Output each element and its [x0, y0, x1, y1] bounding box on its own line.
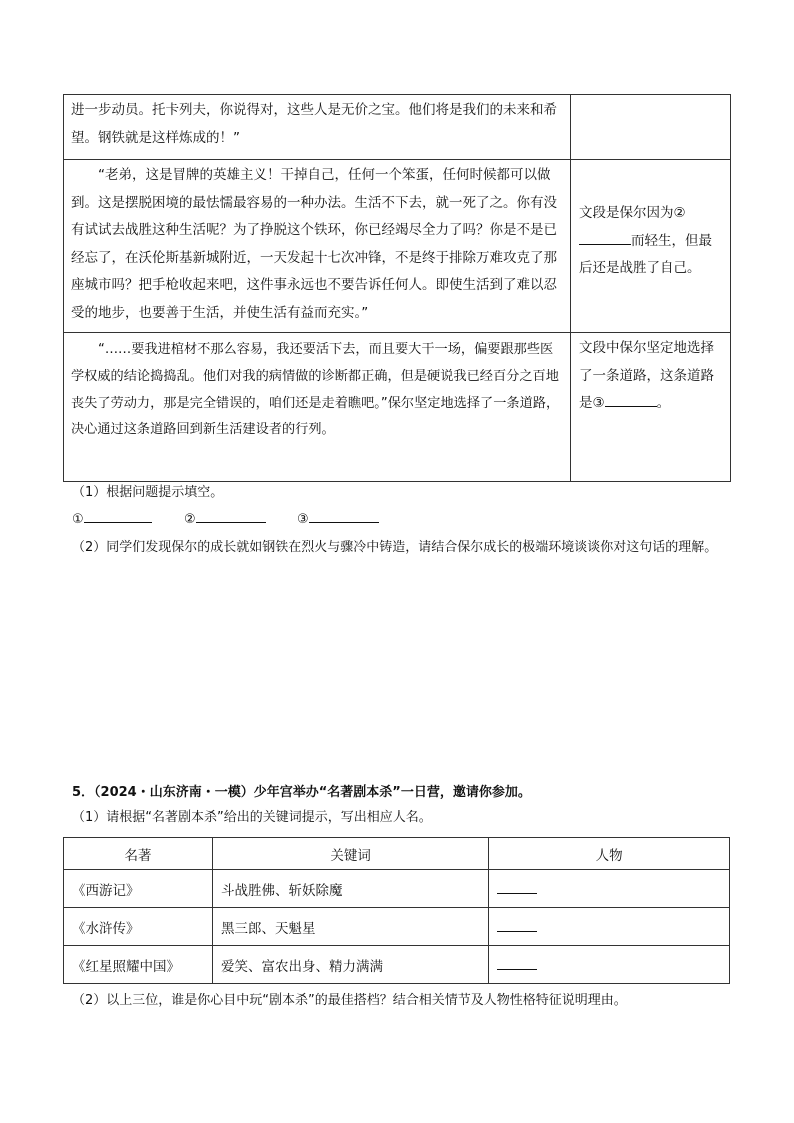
table-row	[64, 333, 731, 482]
answer-line[interactable]	[309, 510, 379, 523]
hint-cell	[571, 160, 731, 333]
hint-cell	[571, 333, 731, 482]
hint-cell	[571, 95, 731, 160]
fill-blank-1: ①	[72, 510, 152, 530]
answer-line[interactable]	[497, 959, 537, 970]
fill-blank-2: ②	[184, 510, 266, 530]
keywords-cell: 黑三郎、天魁星	[213, 908, 489, 946]
answer-line[interactable]	[196, 510, 266, 523]
character-answer-cell	[489, 870, 730, 908]
hint-before: 文段是保尔因为②	[579, 205, 686, 221]
passage-paragraph	[64, 160, 570, 327]
answer-line[interactable]	[497, 921, 537, 932]
hint-after: 。	[656, 395, 671, 411]
keywords-cell: 斗战胜佛、斩妖除魔	[213, 870, 489, 908]
passage-text: “……要我进棺材不那么容易，我还要活下去，而且要大干一场，偏要跟那些医学权威的结论捣捣乱。他们对我的病情做的诊断都正确，但是硬说我已经百分之百地丧失了劳动力，那是完全错误的，咱们还是走着瞧吧。”保尔坚定地选择了一条道路，决心通过这条道路回到新生活建设者的行列。	[71, 342, 560, 438]
table-row	[64, 160, 731, 333]
book-cell: 《红星照耀中国》	[64, 946, 213, 984]
passage-paragraph	[64, 333, 570, 444]
q5-part1: （1）请根据“名著剧本杀”给出的关键词提示，写出相应人名。	[72, 810, 432, 825]
q5-part2: （2）以上三位，谁是你心目中玩“剧本杀”的最佳搭档？结合相关情节及人物性格特征说明理由。	[72, 993, 627, 1008]
hint-text	[571, 160, 730, 283]
book-cell: 《西游记》	[64, 870, 213, 908]
keywords-cell: 爱笑、富农出身、精力满满	[213, 946, 489, 984]
header-book: 名著	[64, 838, 213, 870]
passage-table	[63, 94, 731, 482]
passage-text: “老弟，这是冒牌的英雄主义！干掉自己，任何一个笨蛋，任何时候都可以做到。这是摆脱困境的最怯懦最容易的一种办法。生活不下去，就一死了之。你有没有试试去战胜这种生活呢？为了挣脱这个铁环，你已经竭尽全力了吗？你是不是已经忘了，在沃伦斯基新城附近，一天发起十七次冲锋，不是终于排除万难攻克了那座城市吗？把手枪收起来吧，这件事永远也不要告诉任何人。即使生活到了难以忍受的地步，也要善于生活，并使生活有益而充实。”	[71, 167, 557, 321]
q5-title: 5．（2024・山东济南・一模）少年宫举办“名著剧本杀”一日营，邀请你参加。	[72, 785, 531, 800]
hint-before: 文段中保尔坚定地选择了一条道路，这条道路是③	[579, 340, 714, 411]
hint-text	[571, 333, 730, 418]
book-cell: 《水浒传》	[64, 908, 213, 946]
answer-line[interactable]	[497, 883, 537, 894]
passage-cell	[64, 160, 571, 333]
answer-blank-3[interactable]	[605, 394, 657, 407]
table-header-row	[64, 838, 730, 870]
fill-blank-3: ③	[297, 510, 379, 530]
table-row	[64, 870, 730, 908]
answer-line[interactable]	[84, 510, 152, 523]
character-answer-cell	[489, 946, 730, 984]
passage-cell	[64, 333, 571, 482]
character-table	[63, 837, 730, 984]
passage-cell	[64, 95, 571, 160]
table-row	[64, 908, 730, 946]
hint-after: 而轻生，但最后还是战胜了自己。	[579, 232, 712, 276]
character-answer-cell	[489, 908, 730, 946]
answer-blank-2[interactable]	[579, 232, 631, 245]
q4-part2: （2）同学们发现保尔的成长就如钢铁在烈火与骤冷中铸造，请结合保尔成长的极端环境谈谈你对这句话的理解。	[72, 540, 718, 555]
q4-part1: （1）根据问题提示填空。	[72, 485, 224, 500]
header-keywords: 关键词	[213, 838, 489, 870]
table-row	[64, 946, 730, 984]
table-row	[64, 95, 731, 160]
header-character: 人物	[489, 838, 730, 870]
passage-text: 进一步动员。托卡列夫，你说得对，这些人是无价之宝。他们将是我们的未来和希望。钢铁就是这样炼成的！”	[71, 102, 557, 146]
